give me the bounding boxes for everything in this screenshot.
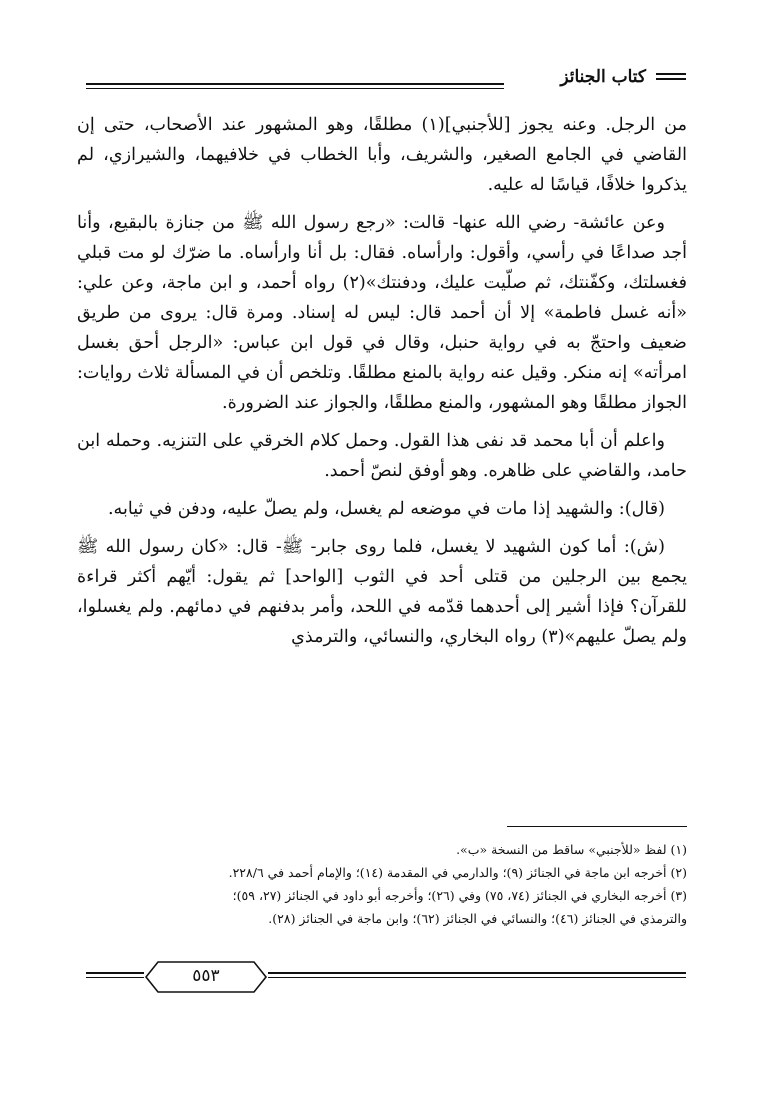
footnote-1: (١) لفظ «للأجنبي» ساقط من النسخة «ب». bbox=[456, 842, 687, 857]
footnote-3-continued: والترمذي في الجنائز (٤٦)؛ والنسائي في الجنائز (٦٢)؛ وابن ماجة في الجنائز (٢٨). bbox=[268, 911, 687, 926]
page-number-badge bbox=[144, 960, 268, 994]
header-rule-thin bbox=[86, 88, 504, 89]
main-text bbox=[77, 110, 687, 660]
chapter-title: كتاب الجنائز bbox=[560, 67, 646, 87]
footnote-3: (٣) أخرجه البخاري في الجنائز (٧٤، ٧٥) وفي (٢٦)؛ وأخرجه أبو داود في الجنائز (٢٧، ٥٩)؛ bbox=[232, 888, 687, 903]
footnote-2: (٢) أخرجه ابن ماجة في الجنائز (٩)؛ والدارمي في المقدمة (١٤)؛ والإمام أحمد في ٢٢٨/٦. bbox=[228, 865, 687, 880]
running-header bbox=[86, 66, 686, 92]
footnotes bbox=[77, 838, 687, 930]
paragraph-5: (ش): أما كون الشهيد لا يغسل، فلما روى جابر- ﷺ- قال: «كان رسول الله ﷺ يجمع بين الرجلين من قتلى أحد في الثوب [الواحد] ثم يقول: أيّهم أكثر قراءة للقرآن؟ فإذا أشير إلى أحدهما قدّمه في اللحد، وأمر بدفنهم في دمائهم. ولم يغسلوا، ولم يصلّ عليهم»(٣) رواه البخاري، والنسائي، والترمذي bbox=[77, 537, 687, 647]
paragraph-4: (قال): والشهيد إذا مات في موضعه لم يغسل، ولم يصلّ عليه، ودفن في ثيابه. bbox=[107, 499, 665, 519]
paragraph-2: وعن عائشة- رضي الله عنها- قالت: «رجع رسول الله ﷺ من جنازة بالبقيع، وأنا أجد صداعًا في رأسي، وأقول: وارأساه. فقال: بل أنا وارأساه. ما ضرّك لو مت قبلي فغسلتك، وكفّنتك، ثم صلّيت عليك، ودفنتك»(٢) رواه أحمد، و ابن ماجة، وعن علي: «أنه غسل فاطمة» إلا أن أحمد قال: ليس له إسناد. ومرة قال: يروى من طريق ضعيف واحتجّ به في رواية حنبل، وقال في قول ابن عباس: «الرجل أحق بغسل امرأته» إنه منكر. وقيل عنه رواية بالمنع مطلقًا. وتلخص أن في المسألة ثلاث روايات: الجواز مطلقًا وهو المشهور، والمنع مطلقًا، والجواز عند الضرورة. bbox=[77, 213, 687, 413]
header-rule bbox=[86, 83, 504, 85]
page-number: ٥٥٣ bbox=[192, 966, 220, 986]
page-footer bbox=[86, 958, 686, 998]
header-ornament bbox=[656, 73, 686, 83]
paragraph-1: من الرجل. وعنه يجوز [للأجنبي](١) مطلقًا، وهو المشهور عند الأصحاب، حتى إن القاضي في الجامع الصغير، والشريف، وأبا الخطاب في خلافيهما، والشيرازي، لم يذكروا خلافًا، قياسًا له عليه. bbox=[77, 115, 687, 195]
footnote-separator bbox=[507, 826, 687, 827]
paragraph-3: واعلم أن أبا محمد قد نفى هذا القول. وحمل كلام الخرقي على التنزيه. وحمله ابن حامد، والقاضي على ظاهره. وهو أوفق لنصّ أحمد. bbox=[77, 431, 687, 481]
